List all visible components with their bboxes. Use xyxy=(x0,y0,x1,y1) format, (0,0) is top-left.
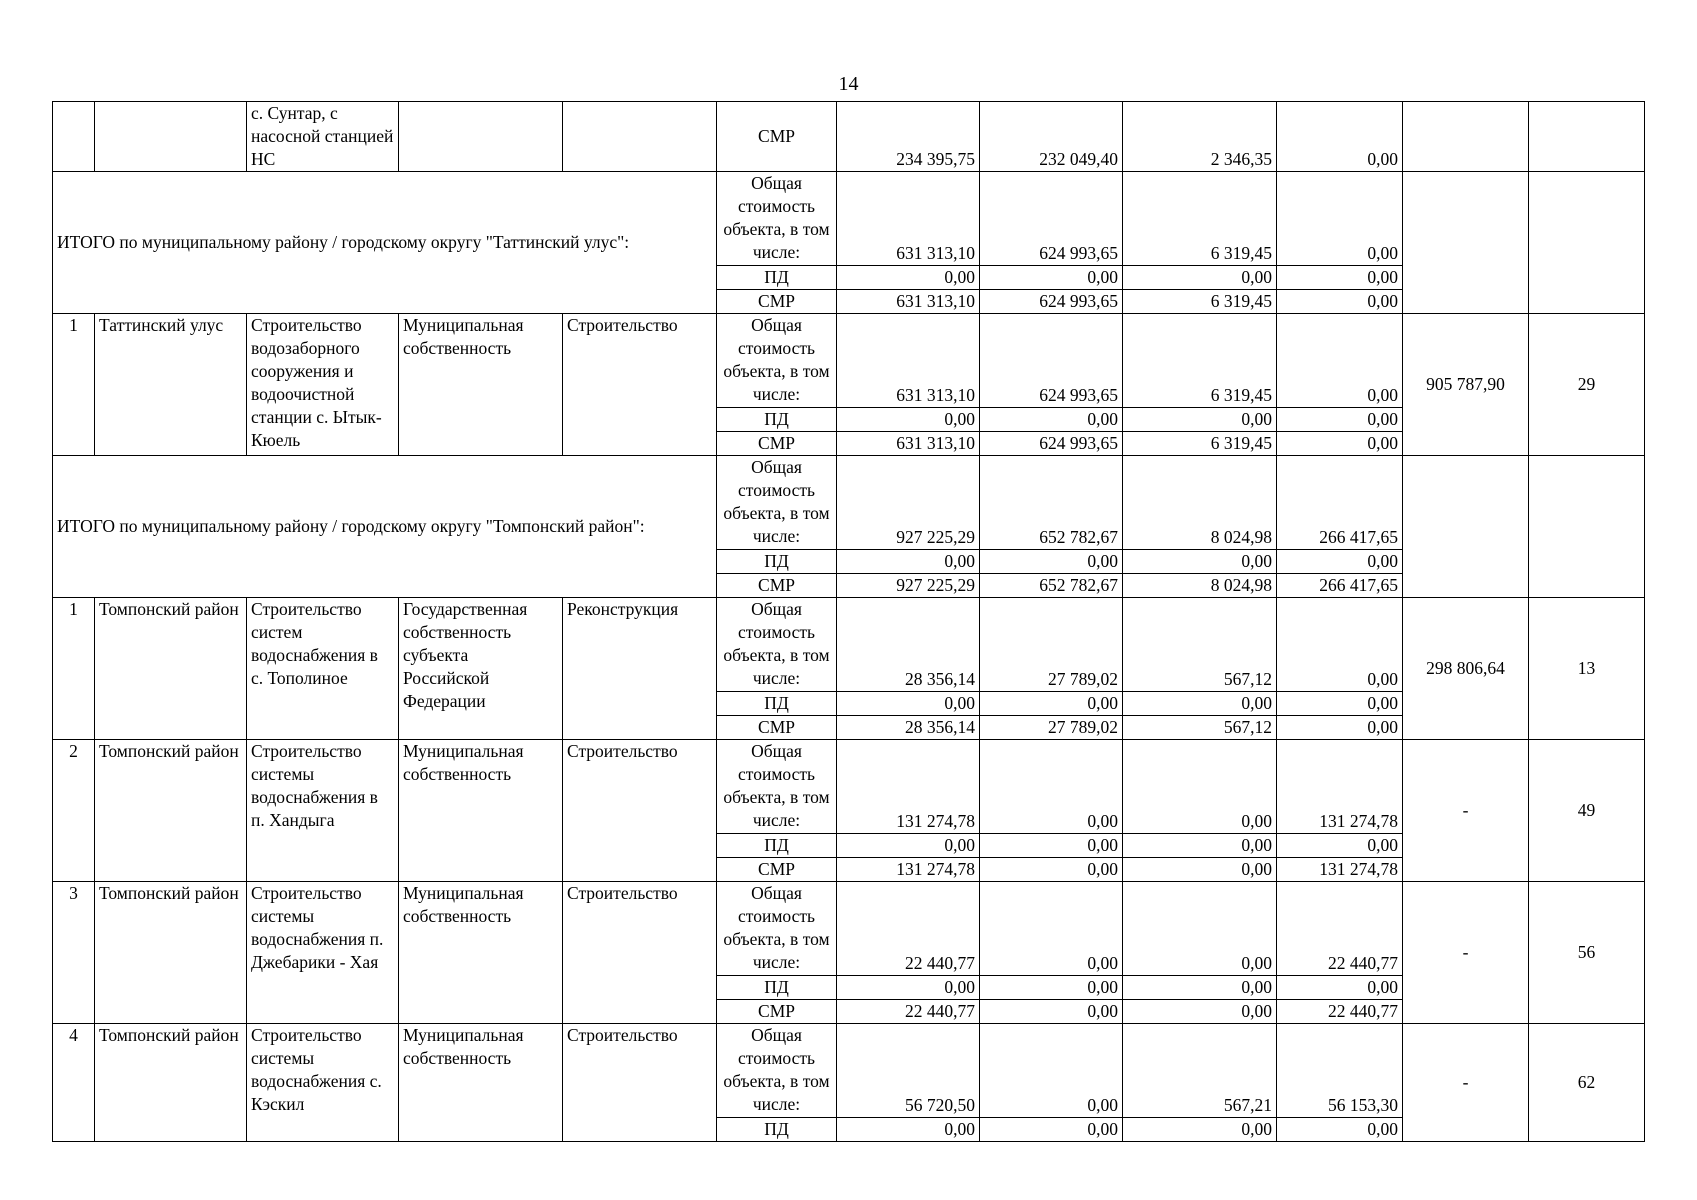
value-cell: 0,00 xyxy=(1277,716,1403,740)
value-cell: 631 313,10 xyxy=(837,290,980,314)
value-cell: 0,00 xyxy=(1123,266,1277,290)
value-cell: 0,00 xyxy=(1277,290,1403,314)
cost-label: ПД xyxy=(717,1118,837,1142)
cost-label: СМР xyxy=(717,1000,837,1024)
object-name: Строительство системы водоснабжения в п. Хандыга xyxy=(247,740,399,882)
value-cell: 22 440,77 xyxy=(1277,1000,1403,1024)
value-cell: 927 225,29 xyxy=(837,456,980,550)
cost-label: ПД xyxy=(717,692,837,716)
value-cell: 652 782,67 xyxy=(980,574,1123,598)
value-cell: 0,00 xyxy=(837,266,980,290)
value-cell: 131 274,78 xyxy=(837,740,980,834)
cost-label: ПД xyxy=(717,976,837,1000)
value-cell: 22 440,77 xyxy=(837,1000,980,1024)
value-cell: 0,00 xyxy=(1123,740,1277,834)
value-cell: 0,00 xyxy=(1277,172,1403,266)
cell-type xyxy=(563,102,717,172)
value-cell: 131 274,78 xyxy=(837,858,980,882)
work-type: Строительство xyxy=(563,882,717,1024)
cost-label: СМР xyxy=(717,574,837,598)
rank-value: 49 xyxy=(1529,740,1645,882)
value-cell: 22 440,77 xyxy=(1277,882,1403,976)
object-name: Строительство системы водоснабжения п. Джебарики - Хая xyxy=(247,882,399,1024)
cell-power xyxy=(1403,456,1529,598)
value-cell: 0,00 xyxy=(1277,266,1403,290)
ownership-type: Муниципальная собственность xyxy=(399,740,563,882)
value-cell: 631 313,10 xyxy=(837,172,980,266)
value-cell: 652 782,67 xyxy=(980,456,1123,550)
cost-label: СМР xyxy=(717,290,837,314)
row-number: 1 xyxy=(53,314,95,456)
value-cell: 0,00 xyxy=(1123,692,1277,716)
value-cell: 624 993,65 xyxy=(980,290,1123,314)
value-cell: 56 153,30 xyxy=(1277,1024,1403,1118)
table-row xyxy=(53,882,1645,976)
rank-value: 13 xyxy=(1529,598,1645,740)
value-cell: 0,00 xyxy=(980,408,1123,432)
value-cell: 27 789,02 xyxy=(980,598,1123,692)
table-row xyxy=(53,102,1645,172)
value-cell: 0,00 xyxy=(980,266,1123,290)
value-cell: 0,00 xyxy=(980,976,1123,1000)
value-cell: 0,00 xyxy=(980,692,1123,716)
value-cell: 234 395,75 xyxy=(837,102,980,172)
cost-label: ПД xyxy=(717,266,837,290)
investment-table xyxy=(52,101,1645,1142)
value-cell: 0,00 xyxy=(1123,1118,1277,1142)
value-cell: 0,00 xyxy=(837,692,980,716)
value-cell: 0,00 xyxy=(837,1118,980,1142)
value-cell: 0,00 xyxy=(1123,976,1277,1000)
value-cell: 0,00 xyxy=(837,550,980,574)
rank-value: 62 xyxy=(1529,1024,1645,1142)
value-cell: 0,00 xyxy=(837,976,980,1000)
value-cell: 0,00 xyxy=(1277,314,1403,408)
value-cell: 22 440,77 xyxy=(837,882,980,976)
value-cell: 0,00 xyxy=(1123,408,1277,432)
power-value: - xyxy=(1403,740,1529,882)
table-body xyxy=(53,102,1645,1142)
cell-object: с. Сунтар, с насосной станцией НС xyxy=(247,102,399,172)
value-cell: 56 720,50 xyxy=(837,1024,980,1118)
value-cell: 232 049,40 xyxy=(980,102,1123,172)
table-row xyxy=(53,314,1645,408)
work-type: Реконструкция xyxy=(563,598,717,740)
total-label: ИТОГО по муниципальному району / городскому округу "Таттинский улус": xyxy=(53,172,717,314)
value-cell: 0,00 xyxy=(837,834,980,858)
value-cell: 927 225,29 xyxy=(837,574,980,598)
cost-label: СМР xyxy=(717,432,837,456)
power-value: - xyxy=(1403,882,1529,1024)
cell-rank xyxy=(1529,456,1645,598)
value-cell: 0,00 xyxy=(980,1118,1123,1142)
work-type: Строительство xyxy=(563,1024,717,1142)
value-cell: 0,00 xyxy=(980,882,1123,976)
value-cell: 0,00 xyxy=(1123,550,1277,574)
object-name: Строительство систем водоснабжения в с. Тополиное xyxy=(247,598,399,740)
ownership-type: Муниципальная собственность xyxy=(399,882,563,1024)
value-cell: 567,12 xyxy=(1123,716,1277,740)
cost-label: СМР xyxy=(717,102,837,172)
cost-label: Общая стоимость объекта, в том числе: xyxy=(717,598,837,692)
table-row xyxy=(53,1024,1645,1118)
power-value: - xyxy=(1403,1024,1529,1142)
ownership-type: Муниципальная собственность xyxy=(399,314,563,456)
rank-value: 56 xyxy=(1529,882,1645,1024)
value-cell: 131 274,78 xyxy=(1277,740,1403,834)
cost-label: Общая стоимость объекта, в том числе: xyxy=(717,740,837,834)
district-name: Таттинский улус xyxy=(95,314,247,456)
cost-label: ПД xyxy=(717,550,837,574)
value-cell: 624 993,65 xyxy=(980,432,1123,456)
cell-district xyxy=(95,102,247,172)
value-cell: 631 313,10 xyxy=(837,314,980,408)
object-name: Строительство водозаборного сооружения и водоочистной станции с. Ытык-Кюель xyxy=(247,314,399,456)
value-cell: 0,00 xyxy=(980,858,1123,882)
cell-rank xyxy=(1529,172,1645,314)
cost-label: СМР xyxy=(717,716,837,740)
value-cell: 8 024,98 xyxy=(1123,456,1277,550)
value-cell: 28 356,14 xyxy=(837,598,980,692)
total-row xyxy=(53,456,1645,550)
object-name: Строительство системы водоснабжения с. Кэскил xyxy=(247,1024,399,1142)
value-cell: 0,00 xyxy=(1277,102,1403,172)
cell-rank xyxy=(1529,102,1645,172)
page-number: 14 xyxy=(838,73,859,95)
ownership-type: Государственная собственность субъекта Российской Федерации xyxy=(399,598,563,740)
value-cell: 0,00 xyxy=(837,408,980,432)
cell-power xyxy=(1403,102,1529,172)
table-row xyxy=(53,598,1645,692)
value-cell: 631 313,10 xyxy=(837,432,980,456)
cell-power xyxy=(1403,172,1529,314)
table-row xyxy=(53,740,1645,834)
row-number: 3 xyxy=(53,882,95,1024)
value-cell: 2 346,35 xyxy=(1123,102,1277,172)
row-number: 4 xyxy=(53,1024,95,1142)
cost-label: СМР xyxy=(717,858,837,882)
value-cell: 0,00 xyxy=(980,550,1123,574)
cell-number xyxy=(53,102,95,172)
value-cell: 6 319,45 xyxy=(1123,290,1277,314)
value-cell: 0,00 xyxy=(1123,858,1277,882)
value-cell: 0,00 xyxy=(1277,550,1403,574)
district-name: Томпонский район xyxy=(95,882,247,1024)
work-type: Строительство xyxy=(563,740,717,882)
district-name: Томпонский район xyxy=(95,598,247,740)
value-cell: 624 993,65 xyxy=(980,314,1123,408)
value-cell: 0,00 xyxy=(1277,408,1403,432)
cost-label: ПД xyxy=(717,834,837,858)
cost-label: Общая стоимость объекта, в том числе: xyxy=(717,172,837,266)
value-cell: 27 789,02 xyxy=(980,716,1123,740)
cost-label: Общая стоимость объекта, в том числе: xyxy=(717,882,837,976)
value-cell: 0,00 xyxy=(1123,882,1277,976)
power-value: 298 806,64 xyxy=(1403,598,1529,740)
value-cell: 0,00 xyxy=(980,834,1123,858)
rank-value: 29 xyxy=(1529,314,1645,456)
cost-label: Общая стоимость объекта, в том числе: xyxy=(717,456,837,550)
value-cell: 266 417,65 xyxy=(1277,456,1403,550)
total-row xyxy=(53,172,1645,266)
value-cell: 131 274,78 xyxy=(1277,858,1403,882)
value-cell: 0,00 xyxy=(1277,1118,1403,1142)
value-cell: 0,00 xyxy=(1277,834,1403,858)
value-cell: 28 356,14 xyxy=(837,716,980,740)
value-cell: 0,00 xyxy=(1277,432,1403,456)
cell-ownership xyxy=(399,102,563,172)
value-cell: 0,00 xyxy=(1123,1000,1277,1024)
value-cell: 8 024,98 xyxy=(1123,574,1277,598)
value-cell: 6 319,45 xyxy=(1123,314,1277,408)
value-cell: 0,00 xyxy=(980,1024,1123,1118)
value-cell: 6 319,45 xyxy=(1123,432,1277,456)
district-name: Томпонский район xyxy=(95,1024,247,1142)
value-cell: 0,00 xyxy=(980,1000,1123,1024)
district-name: Томпонский район xyxy=(95,740,247,882)
ownership-type: Муниципальная собственность xyxy=(399,1024,563,1142)
row-number: 1 xyxy=(53,598,95,740)
work-type: Строительство xyxy=(563,314,717,456)
value-cell: 0,00 xyxy=(1277,692,1403,716)
value-cell: 567,21 xyxy=(1123,1024,1277,1118)
cost-label: ПД xyxy=(717,408,837,432)
value-cell: 567,12 xyxy=(1123,598,1277,692)
cost-label: Общая стоимость объекта, в том числе: xyxy=(717,1024,837,1118)
total-label: ИТОГО по муниципальному району / городскому округу "Томпонский район": xyxy=(53,456,717,598)
value-cell: 624 993,65 xyxy=(980,172,1123,266)
value-cell: 266 417,65 xyxy=(1277,574,1403,598)
value-cell: 0,00 xyxy=(1123,834,1277,858)
value-cell: 0,00 xyxy=(1277,598,1403,692)
row-number: 2 xyxy=(53,740,95,882)
value-cell: 0,00 xyxy=(980,740,1123,834)
value-cell: 0,00 xyxy=(1277,976,1403,1000)
cost-label: Общая стоимость объекта, в том числе: xyxy=(717,314,837,408)
power-value: 905 787,90 xyxy=(1403,314,1529,456)
value-cell: 6 319,45 xyxy=(1123,172,1277,266)
